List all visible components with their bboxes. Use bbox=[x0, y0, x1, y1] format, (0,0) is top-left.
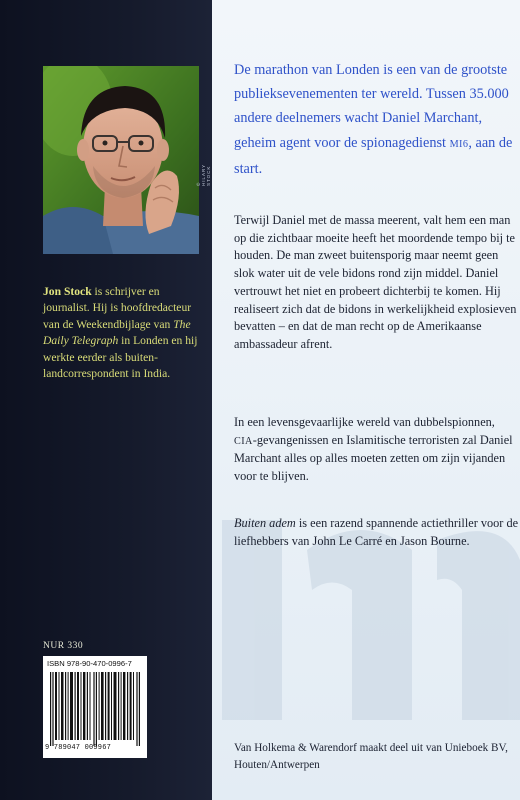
p2-text-2: -gevangenissen en Islamitische terroristen zal Daniel Marchant alles op alles moeten zetten om zijn vijanden voor te blijven. bbox=[234, 432, 513, 484]
p2-text-1: In een levensgevaarlijke wereld van dubbelspionnen, bbox=[234, 415, 495, 429]
left-panel bbox=[0, 0, 212, 800]
author-bio bbox=[43, 284, 203, 382]
barcode-digits: 9 789047 009967 bbox=[45, 744, 112, 752]
barcode bbox=[43, 656, 147, 758]
isbn-label: ISBN 978-90-470-0996-7 bbox=[47, 659, 132, 668]
intro-paragraph bbox=[234, 58, 519, 181]
bio-text-1: is schrijver en journalist. Hij is hoofdredacteur van de Weekendbijlage van bbox=[43, 285, 192, 331]
bio-text-2: in Londen en hij werkte eerder als buitenlandcorrespondent in India. bbox=[43, 334, 198, 381]
author-photo bbox=[43, 66, 199, 254]
photo-credit: © HILARY STOCK bbox=[196, 163, 211, 186]
mi6-text: MI6 bbox=[449, 138, 469, 150]
body-paragraph-1: Terwijl Daniel met de massa meerent, valt hem een man op die zichtbaar moeite heeft het moordende tempo bij te houden. De man zweet buitensporig maar neemt geen slok water uit de vele bidons rond zijn middel. Daniel vertrouwt het niet en probeert dichterbij te komen. Hij realiseert zich dat de bidons in werkelijkheid explosieven bevatten – en dat de man recht op de Amerikaanse ambassadeur afrent. bbox=[234, 213, 517, 351]
nur-code: NUR 330 bbox=[43, 641, 84, 651]
p3-text: is een razend spannende actiethriller voor de liefhebbers van John Le Carré en Jason Bourne. bbox=[234, 516, 519, 548]
book-title: Buiten adem bbox=[234, 516, 296, 530]
cia-text: CIA bbox=[234, 435, 253, 447]
publisher-note: Van Holkema & Warendorf maakt deel uit van Unieboek BV, Houten/Antwerpen bbox=[234, 742, 508, 771]
right-panel bbox=[212, 0, 520, 800]
intro-text-2: , aan de start. bbox=[234, 134, 513, 177]
intro-text-1: De marathon van Londen is een van de grootste publieksevenementen ter wereld. Tussen 35.000 andere deelnemers wacht Daniel Marchant, geheim agent voor de spionagedienst bbox=[234, 62, 509, 151]
body-paragraph-3 bbox=[234, 515, 519, 550]
author-name: Jon Stock bbox=[43, 285, 92, 298]
newspaper-title: The Daily Telegraph bbox=[43, 317, 191, 348]
barcode-bars bbox=[50, 672, 140, 746]
body-paragraph-2 bbox=[234, 414, 519, 486]
